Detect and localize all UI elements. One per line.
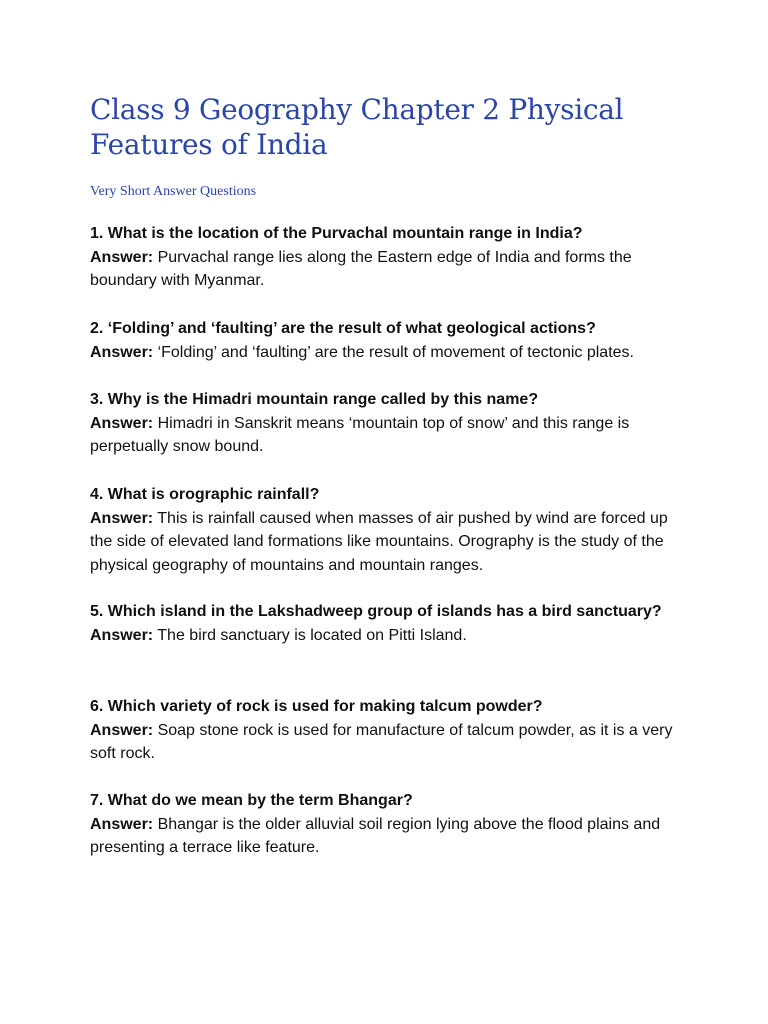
question-3: 3. Why is the Himadri mountain range called by this name? — [90, 391, 539, 408]
question-6: 6. Which variety of rock is used for making talcum powder? — [90, 698, 543, 715]
qa-item-1 — [90, 222, 690, 293]
page-title: Class 9 Geography Chapter 2 Physical Features of India — [90, 93, 624, 161]
answer-label: Answer: — [90, 248, 154, 266]
question-5: 5. Which island in the Lakshadweep group of islands has a bird sanctuary? — [90, 603, 662, 620]
answer-4 — [90, 507, 690, 578]
answer-label: Answer: — [90, 509, 154, 527]
qa-item-7 — [90, 789, 690, 860]
qa-item-6 — [90, 695, 690, 766]
answer-label: Answer: — [90, 815, 154, 833]
qa-item-2 — [90, 317, 690, 364]
qa-item-3 — [90, 388, 690, 459]
answer-label: Answer: — [90, 414, 154, 432]
answer-label: Answer: — [90, 626, 154, 644]
answer-5 — [90, 624, 690, 648]
answer-6 — [90, 719, 690, 766]
answer-text-4: This is rainfall caused when masses of air pushed by wind are forced up the side of elevated land formations like mountains. Orography is the study of the physical geography of mountains and mountain ranges. — [90, 509, 668, 574]
answer-text-3: Himadri in Sanskrit means ‘mountain top of snow’ and this range is perpetually snow bound. — [90, 414, 630, 455]
answer-1 — [90, 246, 690, 293]
question-4: 4. What is orographic rainfall? — [90, 486, 320, 503]
answer-2 — [90, 341, 690, 365]
answer-text-6: Soap stone rock is used for manufacture of talcum powder, as it is a very soft rock. — [90, 721, 673, 762]
answer-text-2: ‘Folding’ and ‘faulting’ are the result of movement of tectonic plates. — [157, 343, 634, 361]
question-1: 1. What is the location of the Purvachal mountain range in India? — [90, 225, 583, 242]
question-2: 2. ‘Folding’ and ‘faulting’ are the result of what geological actions? — [90, 320, 596, 337]
answer-text-1: Purvachal range lies along the Eastern edge of India and forms the boundary with Myanmar. — [90, 248, 632, 289]
section-subtitle: Very Short Answer Questions — [90, 184, 257, 199]
answer-label: Answer: — [90, 343, 154, 361]
answer-3 — [90, 412, 690, 459]
answer-text-5: The bird sanctuary is located on Pitti Island. — [157, 626, 467, 644]
question-7: 7. What do we mean by the term Bhangar? — [90, 792, 413, 809]
answer-label: Answer: — [90, 721, 154, 739]
qa-item-4 — [90, 483, 690, 577]
answer-text-7: Bhangar is the older alluvial soil region lying above the flood plains and presenting a terrace like feature. — [90, 815, 661, 856]
answer-7 — [90, 813, 690, 860]
qa-item-5 — [90, 600, 690, 647]
